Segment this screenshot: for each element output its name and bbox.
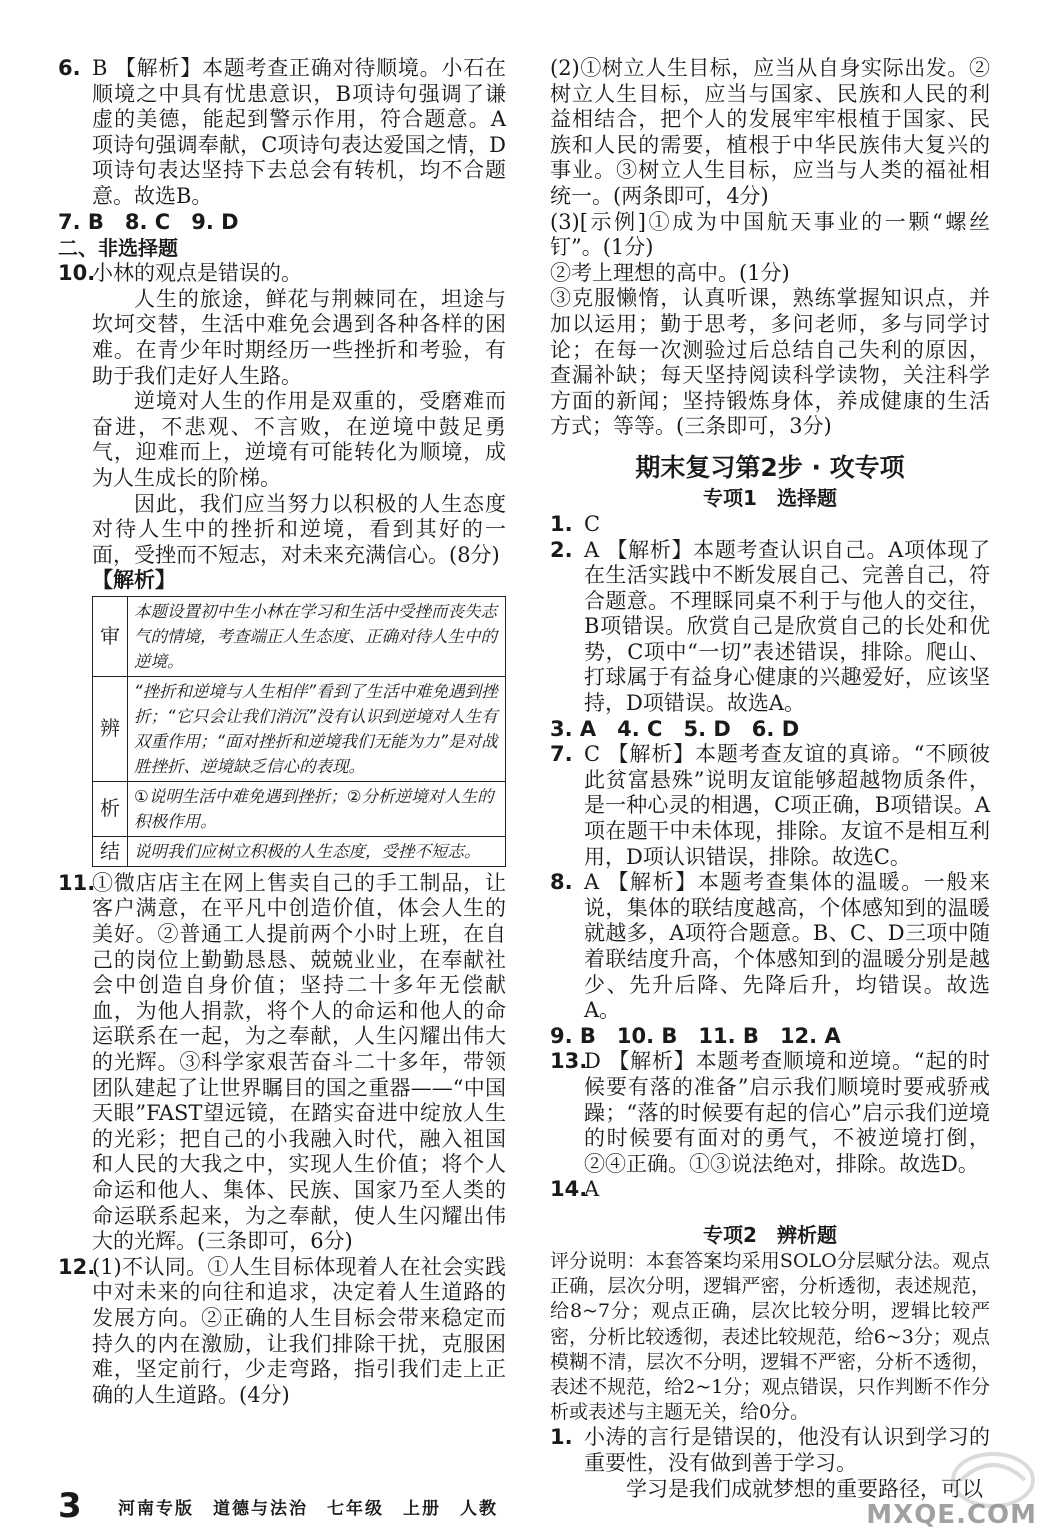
choice-13: 13. D 【解析】本题考查顺境和逆境。“起的时候要有落的准备”启示我们顺境时要戒骄戒躁；“落的时候要有起的信心”启示我们逆境的时候要有面对的勇气，不被逆境打倒，②④正确。①③说法绝对，排除。故选D。	[550, 1049, 990, 1176]
subsection-title-choice: 专项1 选择题	[703, 485, 837, 510]
section-heading-nonchoice: 二、非选择题	[58, 236, 178, 261]
choice-7: 7. C 【解析】本题考查友谊的真谛。“不顾彼此贫富悬殊”说明友谊能够超越物质条件，是一种心灵的相遇，C项正确，B项错误。A项在题干中未体现，排除。友谊不是相互利用，D项认识错误，排除。故选C。	[550, 742, 990, 869]
analysis-value: “挫折和逆境与人生相伴”看到了生活中难免遇到挫折；“它只会让我们消沉”没有认识到逆境对人生有双重作用；“面对挫折和逆境我们无能为力”是对战胜挫折、逆境缺乏信心的表现。	[128, 676, 506, 781]
choice-14: 14. A	[550, 1177, 600, 1202]
analysis-answer-1: 1. 小涛的言行是错误的，他没有认识到学习的重要性，没有做到善于学习。	[550, 1425, 990, 1475]
section-title: 期末复习第2步 · 攻专项	[635, 452, 905, 482]
analysis-table	[92, 596, 506, 867]
analysis-row	[93, 781, 506, 836]
choice-2: 2. A 【解析】本题考查认识自己。A项体现了在生活实践中不断发展自己、完善自己，符合题意。不理睬同桌不利于与他人的交往，B项错误。欣赏自己是欣赏自己的长处和优势，C项中“一切”表述错误，排除。爬山、打球属于有益身心健康的兴趣爱好，应该坚持，D项错误。故选A。	[550, 537, 990, 716]
answer-10-paragraph-1: 人生的旅途，鲜花与荆棘同在，坦途与坎坷交替，生活中难免会遇到各种各样的困难。在青少年时期经历一些挫折和考验，有助于我们走好人生路。	[92, 286, 506, 388]
subsection-title-analysis: 专项2 辨析题	[703, 1222, 837, 1247]
page-number: 3	[58, 1486, 82, 1526]
answer-12-part-3b: ②考上理想的高中。(1分)	[550, 260, 790, 285]
analysis-row	[93, 836, 506, 866]
spacer	[550, 440, 990, 452]
analysis-key: 结	[93, 836, 128, 866]
answers-7-9: 7. B 8. C 9. D	[58, 209, 239, 234]
analysis-value: 本题设置初中生小林在学习和生活中受挫而丧失志气的情境，考查端正人生态度、正确对待人生中的逆境。	[128, 596, 506, 676]
right-column	[550, 56, 990, 1502]
left-column	[58, 56, 506, 1408]
answer-12-part-2: (2)①树立人生目标，应当从自身实际出发。②树立人生目标，应当与国家、民族和人民的利益相结合，把个人的发展牢牢根植于国家、民族和人民的需要，植根于中华民族伟大复兴的事业。③树立人生目标，应当与人类的福祉相统一。(两条即可，4分)	[550, 56, 990, 208]
choices-3-6: 3. A 4. C 5. D 6. D	[550, 716, 800, 741]
answer-6: 6. B 【解析】本题考查正确对待顺境。小石在顺境之中具有忧患意识，B项诗句强调了谦虚的美德，能起到警示作用，符合题意。A项诗句强调奉献，C项诗句表达爱国之情，D项诗句表达坚持下去总会有转机，均不合题意。故选B。	[58, 56, 506, 208]
analysis-value: 说明我们应树立积极的人生态度，受挫不短志。	[128, 836, 506, 866]
answer-10: 10. 小林的观点是错误的。	[58, 261, 302, 286]
spacer	[550, 1203, 990, 1221]
answer-12-part-3a: (3)[示例]①成为中国航天事业的一颗“螺丝钉”。(1分)	[550, 209, 990, 260]
choice-1: 1. C	[550, 511, 601, 536]
analysis-row	[93, 676, 506, 781]
analysis-row	[93, 596, 506, 676]
grading-note: 评分说明：本套答案均采用SOLO分层赋分法。观点正确，层次分明，逻辑严密，分析透彻，表述规范，给8~7分；观点正确，层次比较分明，逻辑比较严密，分析比较透彻，表述比较规范，给6~3分；观点模糊不清，层次不分明，逻辑不严密，分析不透彻，表述不规范，给2~1分；观点错误，只作判断不作分析或表述与主题无关，给0分。	[550, 1249, 990, 1424]
answer-10-paragraph-2: 逆境对人生的作用是双重的，受磨难而奋进，不悲观、不言败，在逆境中鼓足勇气，迎难而上，逆境有可能转化为顺境，成为人生成长的阶梯。	[92, 389, 506, 490]
choices-9-12: 9. B 10. B 11. B 12. A	[550, 1023, 841, 1048]
answer-11: 11. ①微店店主在网上售卖自己的手工制品，让客户满意，在平凡中创造价值，体会人生的美好。②普通工人提前两个小时上班，在自己的岗位上勤勤恳恳、兢兢业业，在奉献社会中创造自身价值；坚持二十多年无偿献血，为他人捐款，将个人的命运和他人的命运联系在一起，为之奉献，人生闪耀出伟大的光辉。③科学家艰苦奋斗二十多年，带领团队建起了让世界瞩目的国之重器——“中国天眼”FAST望远镜，在踏实奋进中绽放人生的光彩；把自己的小我融入时代，融入祖国和人民的大我之中，实现人生价值；将个人命运和他人、集体、民族、国家乃至人类的命运联系起来，为之奉献，使人生闪耀出伟大的光辉。(三条即可，6分)	[58, 870, 506, 1254]
footer-info: 河南专版 道德与法治 七年级 上册 人教	[118, 1498, 498, 1519]
analysis-key: 审	[93, 596, 128, 676]
analysis-key: 析	[93, 781, 128, 836]
answer-12-part-3c: ③克服懒惰，认真听课，熟练掌握知识点，并加以运用；勤于思考，多问老师，多与同学讨论；在每一次测验过后总结自己失利的原因，查漏补缺；每天坚持阅读科学读物，关注科学方面的新闻；坚持锻炼身体，养成健康的生活方式；等等。(三条即可，3分)	[550, 286, 990, 439]
analysis-answer-1-paragraph: 学习是我们成就梦想的重要路径，可以	[626, 1476, 983, 1501]
answer-12: 12. (1)不认同。①人生目标体现着人在社会实践中对未来的向往和追求，决定着人生道路的发展方向。②正确的人生目标会带来稳定而持久的内在激励，让我们排除干扰，克服困难，坚定前行，少走弯路，指引我们走上正确的人生道路。(4分)	[58, 1254, 506, 1407]
watermark-text: MXQE.COM	[866, 1500, 1037, 1530]
analysis-key: 辨	[93, 676, 128, 781]
analysis-label: 【解析】	[92, 568, 176, 593]
analysis-value: ①说明生活中难免遇到挫折；②分析逆境对人生的积极作用。	[128, 781, 506, 836]
answer-10-paragraph-3: 因此，我们应当努力以积极的人生态度对待人生中的挫折和逆境，看到其好的一面，受挫而不短志，对未来充满信心。(8分)	[92, 491, 506, 567]
choice-8: 8. A 【解析】本题考查集体的温暖。一般来说，集体的联结度越高，个体感知到的温暖就越多，A项符合题意。B、C、D三项中随着联结度升高，个体感知到的温暖分别是越少、先升后降、先降后升，均错误。故选A。	[550, 870, 990, 1023]
